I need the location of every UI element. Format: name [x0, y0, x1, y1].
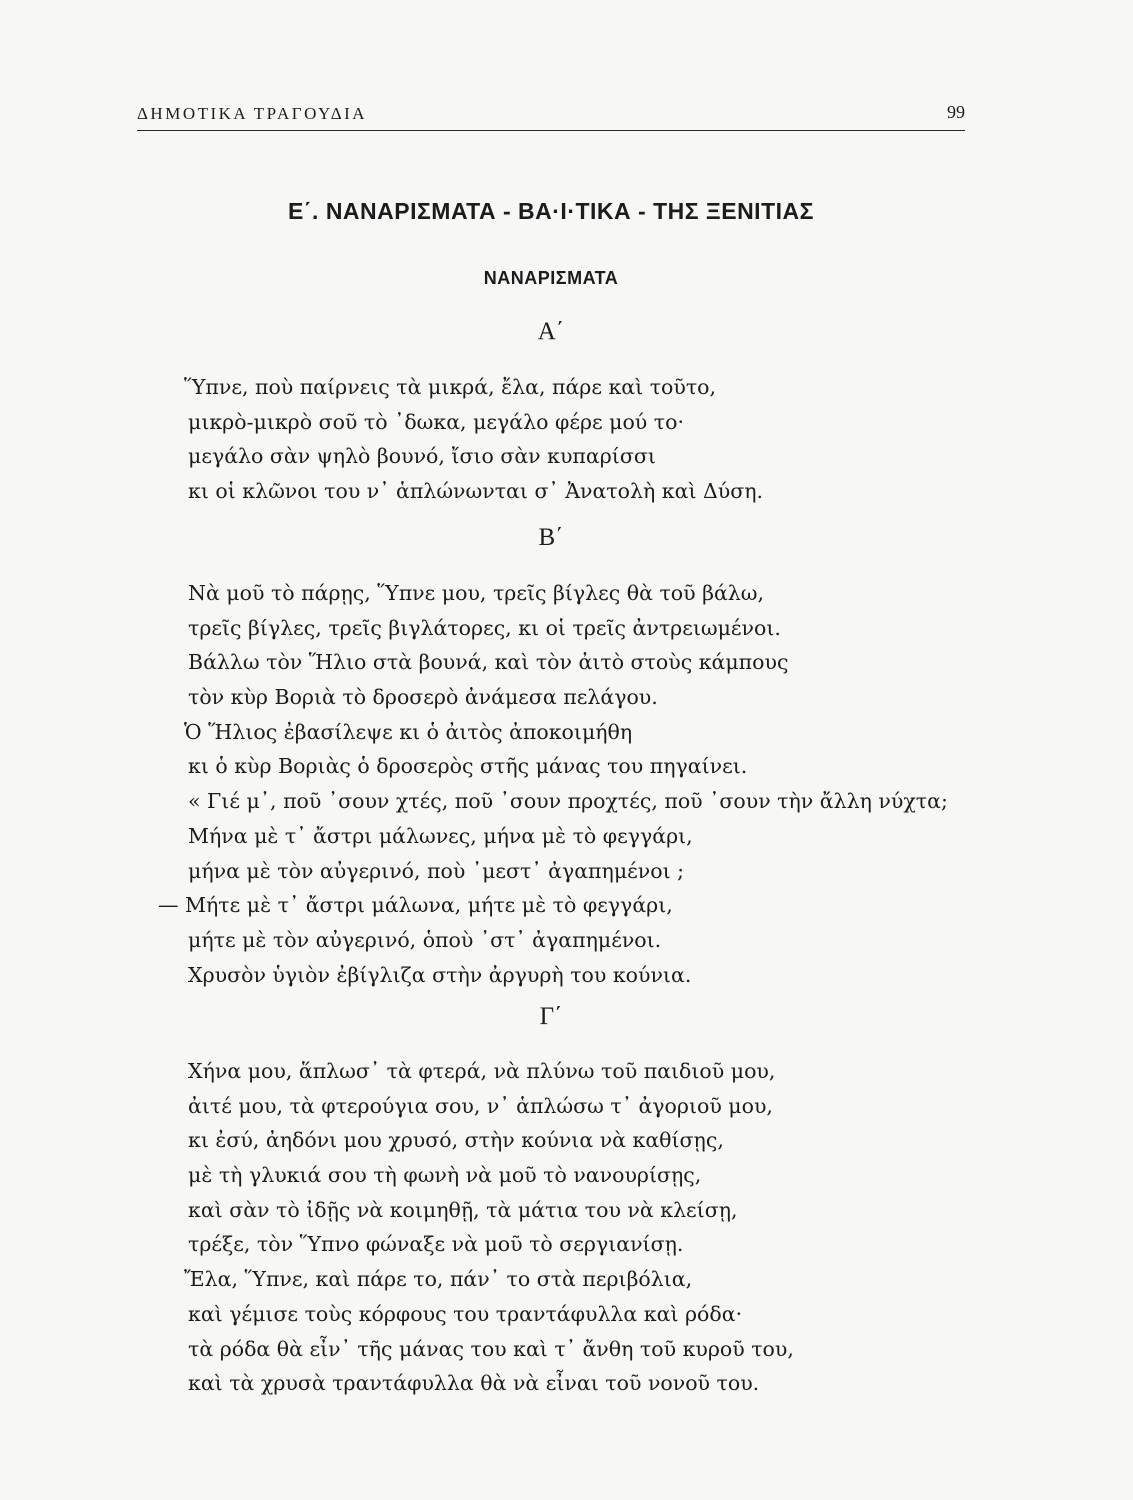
poem-line: Ὕπνε, ποὺ παίρνεις τὰ μικρά, ἔλα, πάρε καὶ τοῦτο,: [184, 375, 717, 399]
poem-line: « Γιέ μ᾽, ποῦ ᾽σουν χτές, ποῦ ᾽σουν προχτές, ποῦ ᾽σουν τὴν ἄλλη νύχτα;: [188, 789, 948, 814]
poem-line: κι ἐσύ, ἀηδόνι μου χρυσό, στὴν κούνια νὰ καθίσῃς,: [188, 1128, 724, 1153]
poem-line: τὸν κὺρ Βοριὰ τὸ δροσερὸ ἀνάμεσα πελάγου.: [188, 685, 658, 710]
running-head-title: ΔΗΜΟΤΙΚΑ ΤΡΑΓΟΥΔΙΑ: [137, 104, 368, 123]
poem-line: μεγάλο σὰν ψηλὸ βουνό, ἴσιο σὰν κυπαρίσσι: [188, 444, 656, 469]
poem-line: μήτε μὲ τὸν αὐγερινό, ὁποὺ ᾽στ᾽ ἀγαπημένοι.: [188, 927, 662, 952]
poem-line: Ἔλα, Ὕπνε, καὶ πάρε το, πάν᾽ το στὰ περιβόλια,: [184, 1267, 693, 1292]
poem-line: ἀιτέ μου, τὰ φτερούγια σου, ν᾽ ἁπλώσω τ᾽ ἀγοριοῦ μου,: [188, 1093, 773, 1118]
poem-line: Νὰ μοῦ τὸ πάρῃς, Ὕπνε μου, τρεῖς βίγλες θὰ τοῦ βάλω,: [188, 581, 765, 605]
poem-heading-c: Γ΄: [539, 1003, 563, 1030]
subsection-title: ΝΑΝΑΡΙΣΜΑΤΑ: [483, 268, 619, 288]
poem-line: μικρὸ-μικρὸ σοῦ τὸ ᾽δωκα, μεγάλο φέρε μού το·: [188, 409, 684, 434]
poem-line: Βάλλω τὸν Ἥλιο στὰ βουνά, καὶ τὸν ἀιτὸ στοὺς κάμπους: [188, 650, 789, 675]
poem-line: μὲ τὴ γλυκιά σου τὴ φωνὴ νὰ μοῦ τὸ νανουρίσῃς,: [188, 1163, 702, 1188]
poem-heading-a: Α΄: [537, 318, 565, 345]
poem-line: τρεῖς βίγλες, τρεῖς βιγλάτορες, κι οἱ τρεῖς ἀντρειωμένοι.: [188, 615, 781, 640]
poem-line: Ὁ Ἥλιος ἐβασίλεψε κι ὁ ἀιτὸς ἀποκοιμήθη: [184, 719, 633, 744]
poem-b: [158, 576, 988, 992]
section-title: Ε΄. ΝΑΝΑΡΙΣΜΑΤΑ - ΒΑ·Ι·ΤΙΚΑ - ΤΗΣ ΞΕΝΙΤΙΑΣ: [288, 198, 814, 224]
poem-heading-b: Β΄: [538, 524, 564, 551]
poem-line: Χήνα μου, ἅπλωσ᾽ τὰ φτερά, νὰ πλύνω τοῦ παιδιοῦ μου,: [188, 1059, 776, 1083]
poem-line: κι ὁ κὺρ Βοριὰς ὁ δροσερὸς στῆς μάνας του πηγαίνει.: [188, 754, 748, 779]
page-number: 99: [947, 102, 965, 122]
running-header: [137, 96, 965, 131]
poem-line: κι οἱ κλῶνοι του ν᾽ ἁπλώνωνται σ᾽ Ἀνατολὴ καὶ Δύση.: [188, 479, 764, 504]
poem-line: τρέξε, τὸν Ὕπνο φώναξε νὰ μοῦ τὸ σεργιανίσῃ.: [188, 1232, 684, 1257]
poem-line: τὰ ρόδα θὰ εἶν᾽ τῆς μάνας του καὶ τ᾽ ἄνθη τοῦ κυροῦ του,: [188, 1336, 794, 1361]
poem-line: καὶ σὰν τὸ ἰδῇς νὰ κοιμηθῇ, τὰ μάτια του νὰ κλείσῃ,: [188, 1197, 738, 1222]
poem-line: Χρυσὸν ὑγιὸν ἐβίγλιζα στὴν ἀργυρὴ του κούνια.: [188, 962, 692, 987]
poem-line: καὶ γέμισε τοὺς κόρφους του τραντάφυλλα καὶ ρόδα·: [188, 1301, 743, 1326]
poem-c: [184, 1054, 988, 1401]
poem-line: Μήνα μὲ τ᾽ ἄστρι μάλωνες, μήνα μὲ τὸ φεγγάρι,: [188, 823, 693, 848]
poem-line: καὶ τὰ χρυσὰ τραντάφυλλα θὰ νὰ εἶναι τοῦ νονοῦ του.: [188, 1371, 760, 1396]
poem-a: [184, 370, 988, 509]
poem-line: — Μήτε μὲ τ᾽ ἄστρι μάλωνα, μήτε μὲ τὸ φεγγάρι,: [158, 893, 673, 918]
poem-line: μήνα μὲ τὸν αὐγερινό, ποὺ ᾽μεστ᾽ ἀγαπημένοι ;: [188, 858, 685, 883]
